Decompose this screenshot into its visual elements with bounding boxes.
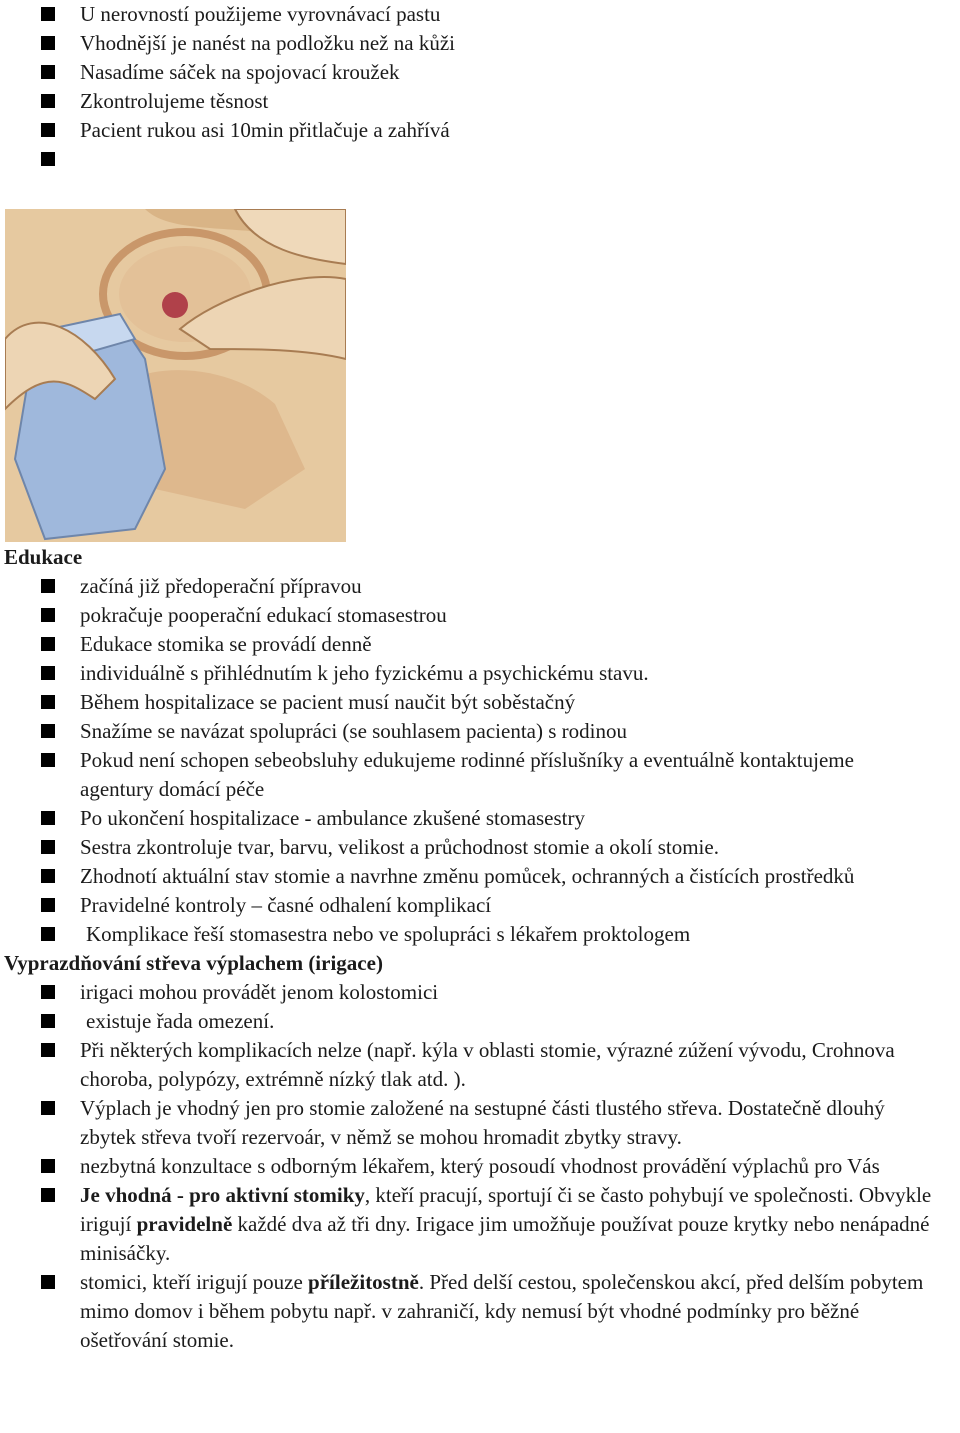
square-bullet-icon (41, 840, 55, 854)
square-bullet-icon (41, 123, 55, 137)
square-bullet-icon (41, 7, 55, 21)
list-item: Snažíme se navázat spolupráci (se souhlasem pacienta) s rodinou (0, 717, 960, 746)
section-heading-edukace: Edukace (4, 545, 83, 569)
hands-applying-bag-image (5, 209, 346, 542)
bold-text: příležitostně (308, 1270, 419, 1294)
list-item: pokračuje pooperační edukací stomasestrou (0, 601, 960, 630)
list-item: Komplikace řeší stomasestra nebo ve spolupráci s lékařem proktologem (0, 920, 960, 949)
square-bullet-icon (41, 608, 55, 622)
top-bullet-list (0, 0, 960, 174)
list-item: Při některých komplikacích nelze (např. kýla v oblasti stomie, výrazné zúžení vývodu, Crohnova choroba, polypózy, extrémně nízký tlak atd. ). (0, 1036, 960, 1094)
square-bullet-icon (41, 152, 55, 166)
square-bullet-icon (41, 869, 55, 883)
list-item: Zkontrolujeme těsnost (0, 87, 960, 116)
square-bullet-icon (41, 1188, 55, 1202)
square-bullet-icon (41, 811, 55, 825)
list-item: Sestra zkontroluje tvar, barvu, velikost a průchodnost stomie a okolí stomie. (0, 833, 960, 862)
square-bullet-icon (41, 666, 55, 680)
square-bullet-icon (41, 927, 55, 941)
list-item: U nerovností použijeme vyrovnávací pastu (0, 0, 960, 29)
list-item: nezbytná konzultace s odborným lékařem, který posoudí vhodnost provádění výplachů pro Vás (0, 1152, 960, 1181)
square-bullet-icon (41, 1159, 55, 1173)
list-item: individuálně s přihlédnutím k jeho fyzickému a psychickému stavu. (0, 659, 960, 688)
list-item: irigaci mohou provádět jenom kolostomici (0, 978, 960, 1007)
list-item: začíná již předoperační přípravou (0, 572, 960, 601)
list-item: Během hospitalizace se pacient musí naučit být soběstačný (0, 688, 960, 717)
square-bullet-icon (41, 94, 55, 108)
square-bullet-icon (41, 637, 55, 651)
list-item: Výplach je vhodný jen pro stomie založené na sestupné části tlustého střeva. Dostatečně dlouhý zbytek střeva tvoří rezervoár, v němž se mohou hromadit zbytky stravy. (0, 1094, 960, 1152)
square-bullet-icon (41, 898, 55, 912)
list-item-empty (0, 145, 960, 174)
square-bullet-icon (41, 65, 55, 79)
edukace-bullet-list (0, 572, 960, 949)
square-bullet-icon (41, 1043, 55, 1057)
list-item: Po ukončení hospitalizace - ambulance zkušené stomasestry (0, 804, 960, 833)
list-item: stomici, kteří irigují pouze příležitostně. Před delší cestou, společenskou akcí, před delším pobytem mimo domov i během pobytu např. v zahraničí, kdy nemusí být vhodné podmínky pro běžné ošetřování stomie. (0, 1268, 960, 1355)
list-item: Edukace stomika se provádí denně (0, 630, 960, 659)
list-item: Pacient rukou asi 10min přitlačuje a zahřívá (0, 116, 960, 145)
square-bullet-icon (41, 985, 55, 999)
list-item: Pravidelné kontroly – časné odhalení komplikací (0, 891, 960, 920)
stoma-bag-illustration (5, 209, 346, 542)
section-heading-irigace: Vyprazdňování střeva výplachem (irigace) (4, 951, 383, 975)
list-item: Nasadíme sáček na spojovací kroužek (0, 58, 960, 87)
list-item: Pokud není schopen sebeobsluhy edukujeme rodinné příslušníky a eventuálně kontaktujeme agentury domácí péče (0, 746, 960, 804)
bold-text: Je vhodná - pro aktivní stomiky (80, 1183, 365, 1207)
list-item: Vhodnější je nanést na podložku než na kůži (0, 29, 960, 58)
list-item: Je vhodná - pro aktivní stomiky, kteří pracují, sportují či se často pohybují ve společnosti. Obvykle irigují pravidelně každé dva až tři dny. Irigace jim umožňuje používat pouze krytky nebo nenápadné minisáčky. (0, 1181, 960, 1268)
square-bullet-icon (41, 1014, 55, 1028)
list-item: Zhodnotí aktuální stav stomie a navrhne změnu pomůcek, ochranných a čistících prostředků (0, 862, 960, 891)
square-bullet-icon (41, 695, 55, 709)
square-bullet-icon (41, 1101, 55, 1115)
square-bullet-icon (41, 1275, 55, 1289)
square-bullet-icon (41, 724, 55, 738)
irigace-bullet-list (0, 978, 960, 1355)
square-bullet-icon (41, 579, 55, 593)
list-item: existuje řada omezení. (0, 1007, 960, 1036)
square-bullet-icon (41, 36, 55, 50)
square-bullet-icon (41, 753, 55, 767)
bold-text: pravidelně (136, 1212, 233, 1236)
